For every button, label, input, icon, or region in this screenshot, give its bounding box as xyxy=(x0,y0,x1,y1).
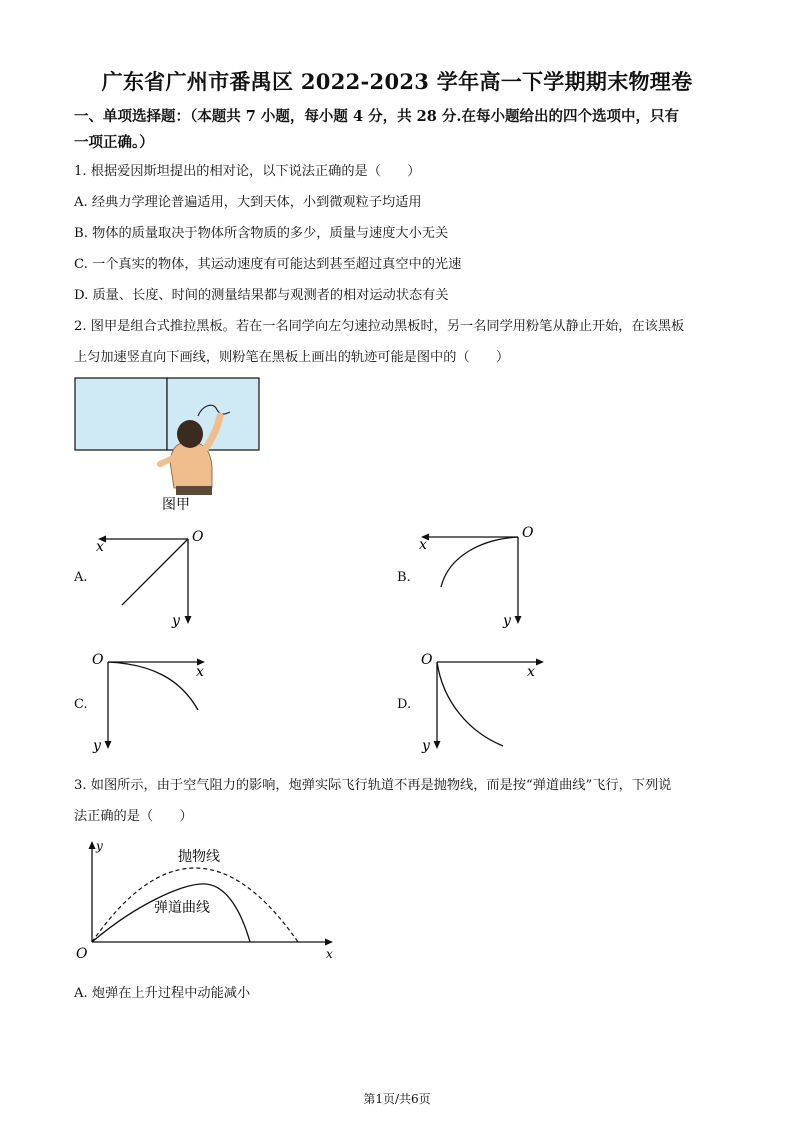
ballistic-label: 弹道曲线 xyxy=(154,900,210,916)
q2-option-b-label: B. xyxy=(397,570,411,585)
q2-graph-d xyxy=(419,650,549,755)
q3-option-a: A. 炮弹在上升过程中动能减小 xyxy=(74,986,251,1001)
svg-text:y: y xyxy=(93,738,101,754)
q3-stem-line2: 法正确的是（ ） xyxy=(74,809,193,824)
svg-text:y: y xyxy=(172,613,180,629)
trajectory-a xyxy=(122,539,188,605)
q1-option-a: A. 经典力学理论普遍适用，大到天体，小到微观粒子均适用 xyxy=(74,195,422,210)
section-heading-line1: 一、单项选择题：（本题共 7 小题，每小题 4 分，共 28 分.在每小题给出的四个选项中，只有 xyxy=(74,108,679,125)
parabola-label: 抛物线 xyxy=(178,849,220,865)
q2-stem-line1: 2. 图甲是组合式推拉黑板。若在一名同学向左匀速拉动黑板时，另一名同学用粉笔从静止开始，在该黑板 xyxy=(74,319,685,334)
svg-text:O: O xyxy=(522,525,534,541)
q2-graph-c xyxy=(90,650,220,755)
svg-text:y: y xyxy=(96,839,103,853)
q2-graph-b xyxy=(413,525,543,630)
figure-caption: 图甲 xyxy=(162,497,190,513)
blackboard-left-panel xyxy=(75,378,167,450)
q2-graph-a xyxy=(90,527,210,632)
svg-text:x: x xyxy=(419,537,427,553)
svg-text:x: x xyxy=(196,664,204,680)
section-heading-line2: 一项正确。） xyxy=(74,134,154,151)
svg-text:O: O xyxy=(421,652,433,668)
svg-text:y: y xyxy=(422,738,430,754)
svg-text:x: x xyxy=(96,539,104,555)
trajectory-d xyxy=(437,662,503,746)
q1-stem: 1. 根据爱因斯坦提出的相对论，以下说法正确的是（ ） xyxy=(74,164,421,179)
q2-option-c-label: C. xyxy=(74,697,88,712)
page-footer: 第1页/共6页 xyxy=(363,1092,431,1106)
svg-text:x: x xyxy=(527,664,535,680)
svg-text:y: y xyxy=(503,613,511,629)
q2-option-d-label: D. xyxy=(397,697,412,712)
q2-option-a-label: A. xyxy=(74,570,88,585)
q1-option-d: D. 质量、长度、时间的测量结果都与观测者的相对运动状态有关 xyxy=(74,288,449,303)
trajectory-b xyxy=(441,537,518,587)
page-title: 广东省广州市番禺区 2022-2023 学年高一下学期期末物理卷 xyxy=(101,69,693,94)
blackboard-figure xyxy=(74,376,264,513)
q1-option-b: B. 物体的质量取决于物体所含物质的多少，质量与速度大小无关 xyxy=(74,226,449,241)
q1-option-c: C. 一个真实的物体，其运动速度有可能达到甚至超过真空中的光速 xyxy=(74,257,462,272)
child-pants xyxy=(176,486,212,495)
svg-text:x: x xyxy=(326,947,333,961)
ballistic-figure xyxy=(74,836,349,964)
svg-text:O: O xyxy=(76,946,88,962)
trajectory-c xyxy=(108,662,198,710)
svg-text:O: O xyxy=(92,652,104,668)
q2-stem-line2: 上匀加速竖直向下画线，则粉笔在黑板上画出的轨迹可能是图中的（ ） xyxy=(74,350,510,365)
child-hair xyxy=(177,420,203,448)
svg-text:O: O xyxy=(192,529,204,545)
q3-stem-line1: 3. 如图所示，由于空气阻力的影响，炮弹实际飞行轨道不再是抛物线，而是按“弹道曲线”飞行，下列说 xyxy=(74,778,672,793)
